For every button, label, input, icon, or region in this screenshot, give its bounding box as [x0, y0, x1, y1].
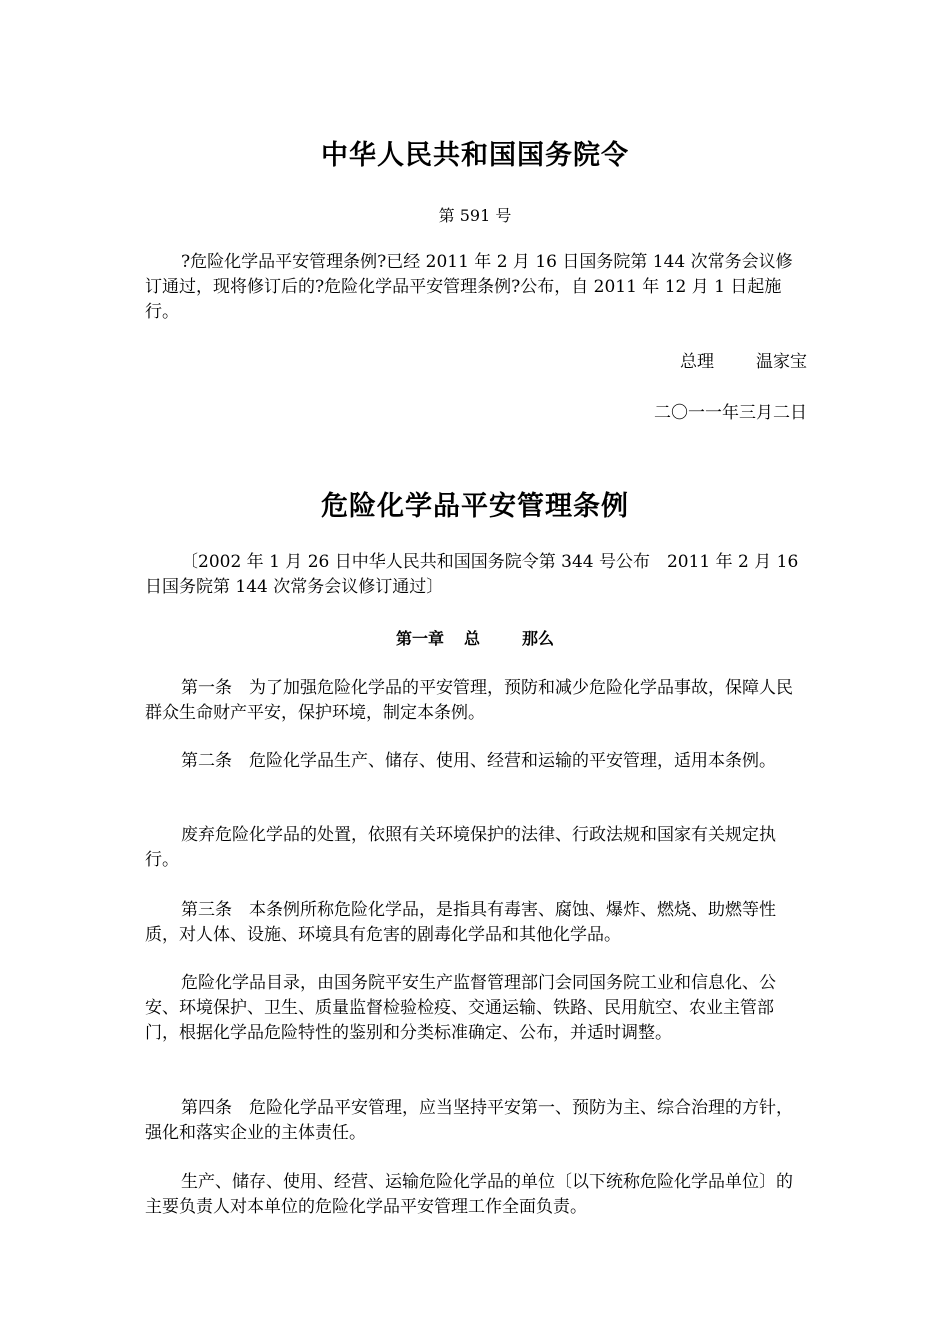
decree-date: 二〇一一年三月二日 — [654, 403, 807, 423]
article-paragraph: 第二条 危险化学品生产、储存、使用、经营和运输的平安管理，适用本条例。 — [181, 751, 776, 771]
chapter-word-2: 那么 — [522, 629, 555, 648]
decree-body: ?危险化学品平安管理条例?已经 2011 年 2 月 16 日国务院第 144 次常务会议修订通过，现将修订后的?危险化学品平安管理条例?公布，自 2011 年 12 月 1 日起施行。 — [145, 252, 793, 322]
chapter-word-1: 总 — [463, 629, 480, 648]
article-paragraph: 生产、储存、使用、经营、运输危险化学品的单位〔以下统称危险化学品单位〕的主要负责人对本单位的危险化学品平安管理工作全面负责。 — [145, 1172, 793, 1217]
signer-title: 总理 — [680, 352, 714, 372]
signer-name: 温家宝 — [756, 352, 807, 372]
article-paragraph: 第四条 危险化学品平安管理，应当坚持平安第一、预防为主、综合治理的方针，强化和落实企业的主体责任。 — [145, 1098, 793, 1143]
decree-number: 第 591 号 — [438, 206, 512, 225]
chapter-heading — [0, 626, 950, 649]
signature-line — [145, 350, 807, 375]
regulation-title: 危险化学品平安管理条例 — [321, 491, 629, 522]
decree-title: 中华人民共和国国务院令 — [321, 140, 629, 171]
article-paragraph: 废弃危险化学品的处置，依照有关环境保护的法律、行政法规和国家有关规定执行。 — [145, 825, 776, 870]
chapter-label: 第一章 — [395, 629, 444, 648]
article-paragraph: 第三条 本条例所称危险化学品，是指具有毒害、腐蚀、爆炸、燃烧、助燃等性质，对人体、设施、环境具有危害的剧毒化学品和其他化学品。 — [145, 900, 776, 945]
article-paragraph: 第一条 为了加强危险化学品的平安管理，预防和减少危险化学品事故，保障人民群众生命财产平安，保护环境，制定本条例。 — [145, 678, 793, 723]
regulation-note: 〔2002 年 1 月 26 日中华人民共和国国务院令第 344 号公布 2011 年 2 月 16 日国务院第 144 次常务会议修订通过〕 — [145, 552, 799, 597]
article-paragraph: 危险化学品目录，由国务院平安生产监督管理部门会同国务院工业和信息化、公安、环境保护、卫生、质量监督检验检疫、交通运输、铁路、民用航空、农业主管部门，根据化学品危险特性的鉴别和分类标准确定、公布，并适时调整。 — [145, 973, 776, 1043]
